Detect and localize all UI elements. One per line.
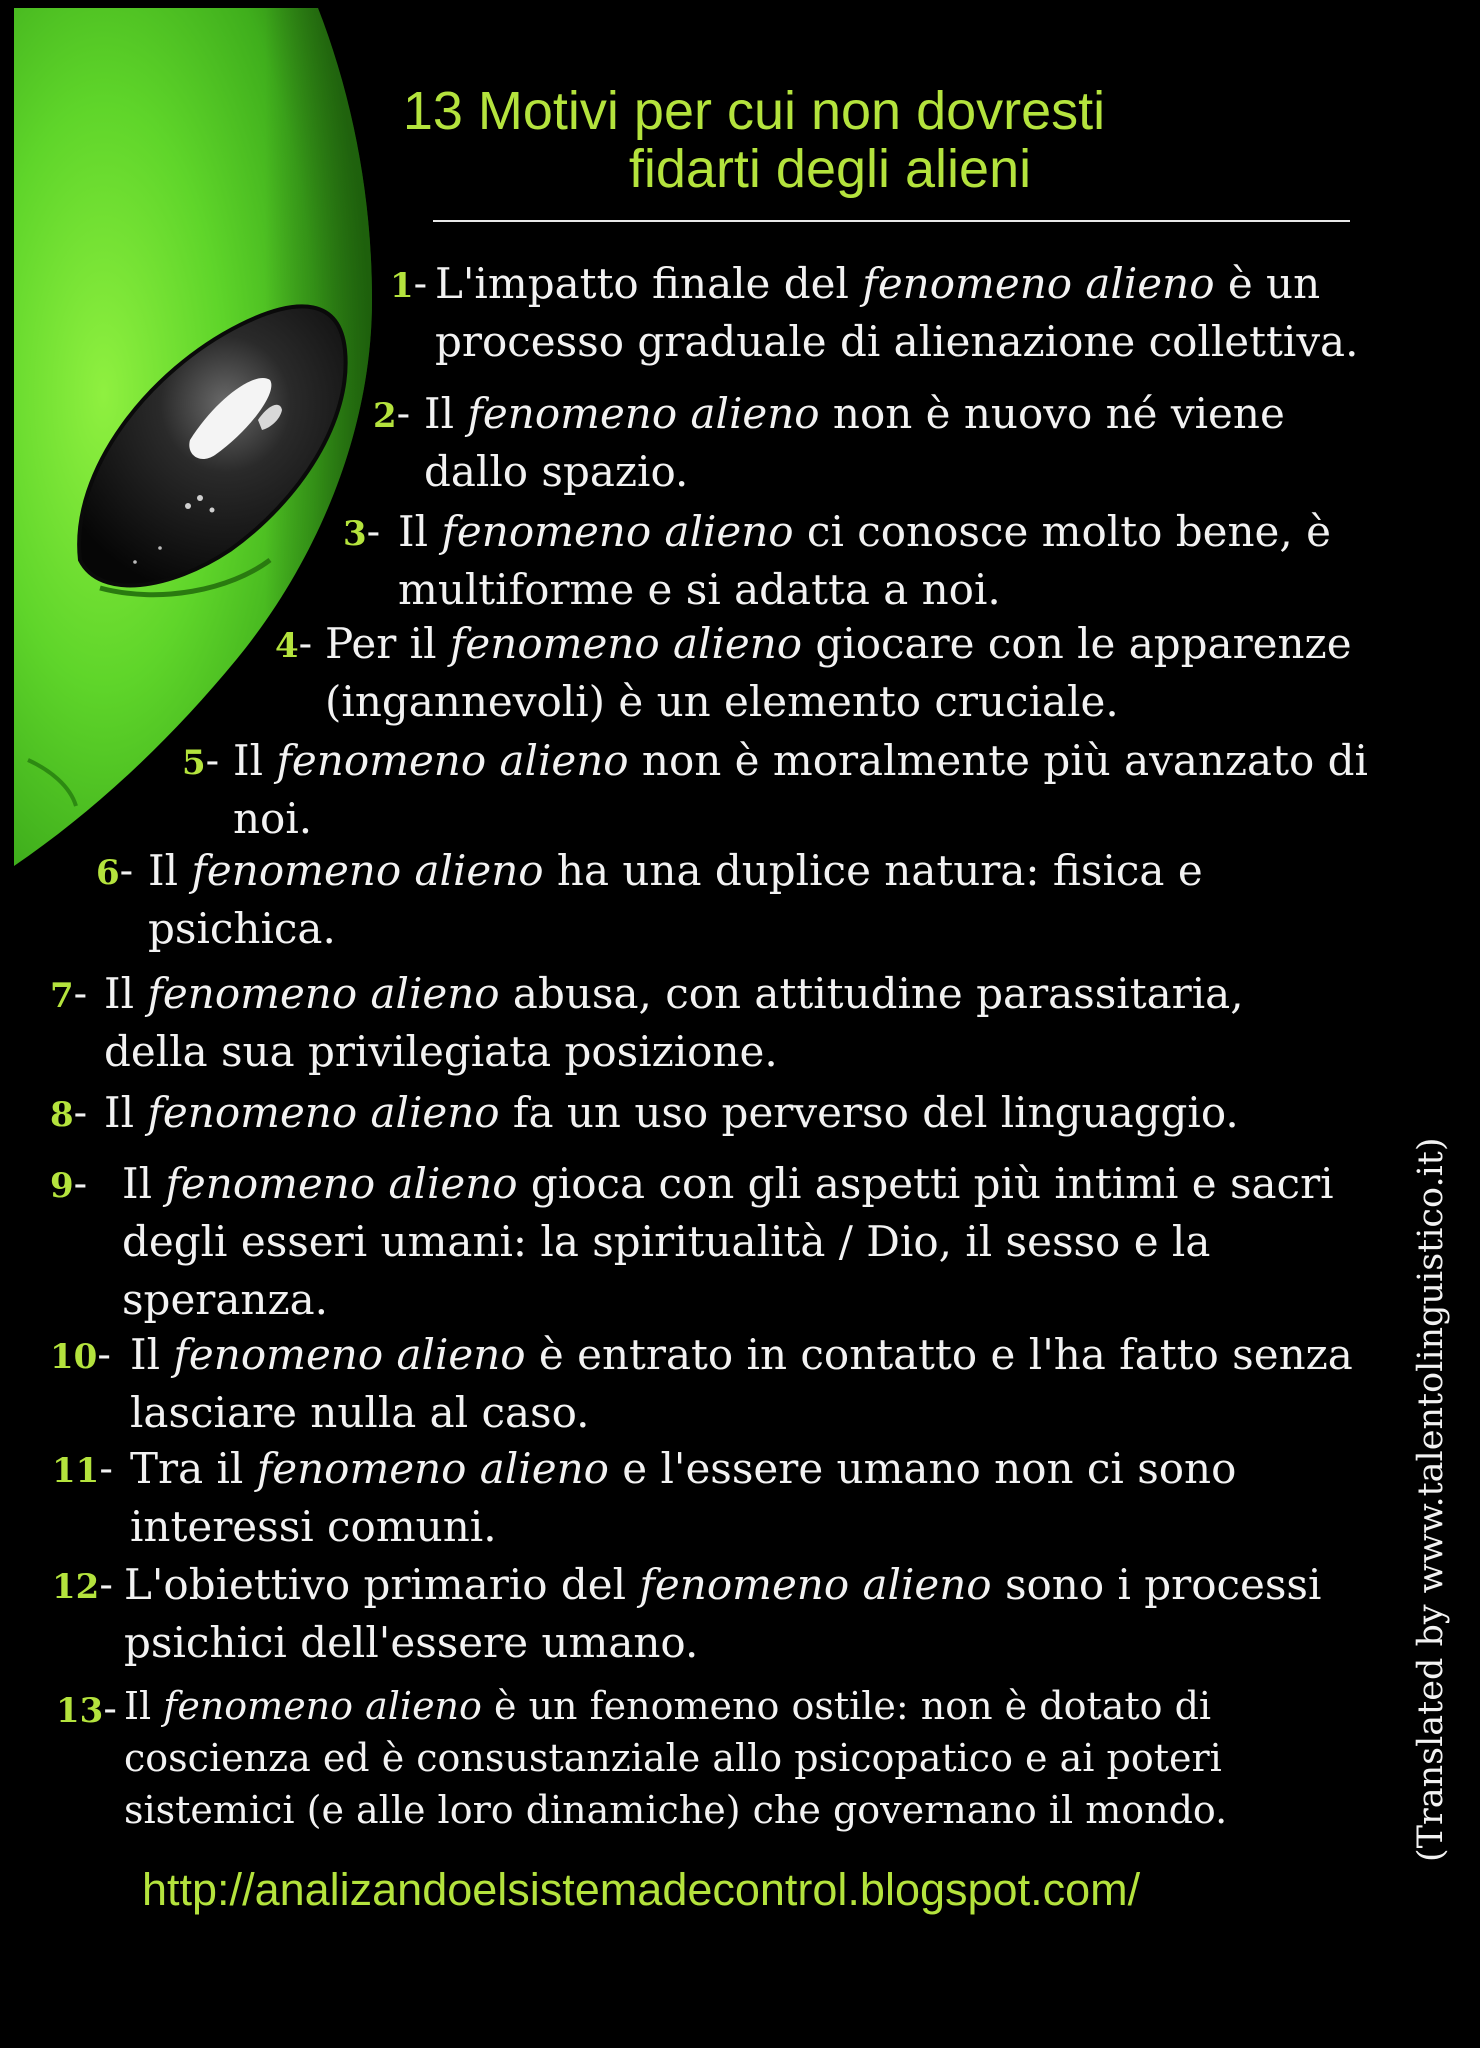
list-item-7: Il fenomeno alieno abusa, con attitudine parassitaria, della sua privilegiata posizione. [104,969,1244,1076]
item-number-7: 7- [50,971,88,1017]
item-number-3: 3- [343,509,381,555]
item-number-2: 2- [373,391,411,437]
list-item-6: Il fenomeno alieno ha una duplice natura: fisica e psichica. [148,846,1203,953]
list-item-2: Il fenomeno alieno non è nuovo né viene dallo spazio. [424,389,1285,496]
item-number-4: 4- [275,621,313,667]
list-item-11: Tra il fenomeno alieno e l'essere umano non ci sono interessi comuni. [130,1444,1237,1551]
list-item-5: Il fenomeno alieno non è moralmente più avanzato di noi. [233,736,1368,843]
item-number-8: 8- [50,1090,88,1136]
item-number-10: 10- [50,1332,111,1378]
item-number-9: 9- [50,1161,88,1207]
list-item-12: L'obiettivo primario del fenomeno alieno sono i processi psichici dell'essere umano. [124,1560,1322,1667]
list-item-4: Per il fenomeno alieno giocare con le apparenze (ingannevoli) è un elemento cruciale. [325,619,1352,726]
item-number-6: 6- [96,848,134,894]
list-item-1: L'impatto finale del fenomeno alieno è un processo graduale di alienazione collettiva. [435,259,1359,366]
translation-credit: (Translated by www.talentolinguistico.it) [1411,1137,1451,1862]
list-item-13: Il fenomeno alieno è un fenomeno ostile: non è dotato di coscienza ed è consustanziale allo psicopatico e ai poteri sistemici (e alle loro dinamiche) che governano il mondo. [124,1684,1228,1832]
item-number-5: 5- [182,738,220,784]
list-item-3: Il fenomeno alieno ci conosce molto bene, è multiforme e si adatta a noi. [398,507,1331,614]
list-item-8: Il fenomeno alieno fa un uso perverso del linguaggio. [104,1088,1239,1137]
item-number-12: 12- [52,1562,113,1608]
item-number-13: 13- [56,1686,117,1732]
page-title [402,81,1170,199]
item-number-11: 11- [52,1446,113,1492]
title-divider [433,220,1350,222]
source-url-link[interactable]: http://analizandoelsistemadecontrol.blogspot.com/ [142,1864,1141,1915]
title-line-2: fidarti degli alieni [628,139,1032,199]
list-item-10: Il fenomeno alieno è entrato in contatto e l'ha fatto senza lasciare nulla al caso. [130,1330,1353,1437]
title-line-1: 13 Motivi per cui non dovresti [402,81,1106,141]
item-number-1: 1- [390,261,428,307]
list-item-9: Il fenomeno alieno gioca con gli aspetti più intimi e sacri degli esseri umani: la spiritualità / Dio, il sesso e la speranza. [122,1159,1334,1324]
